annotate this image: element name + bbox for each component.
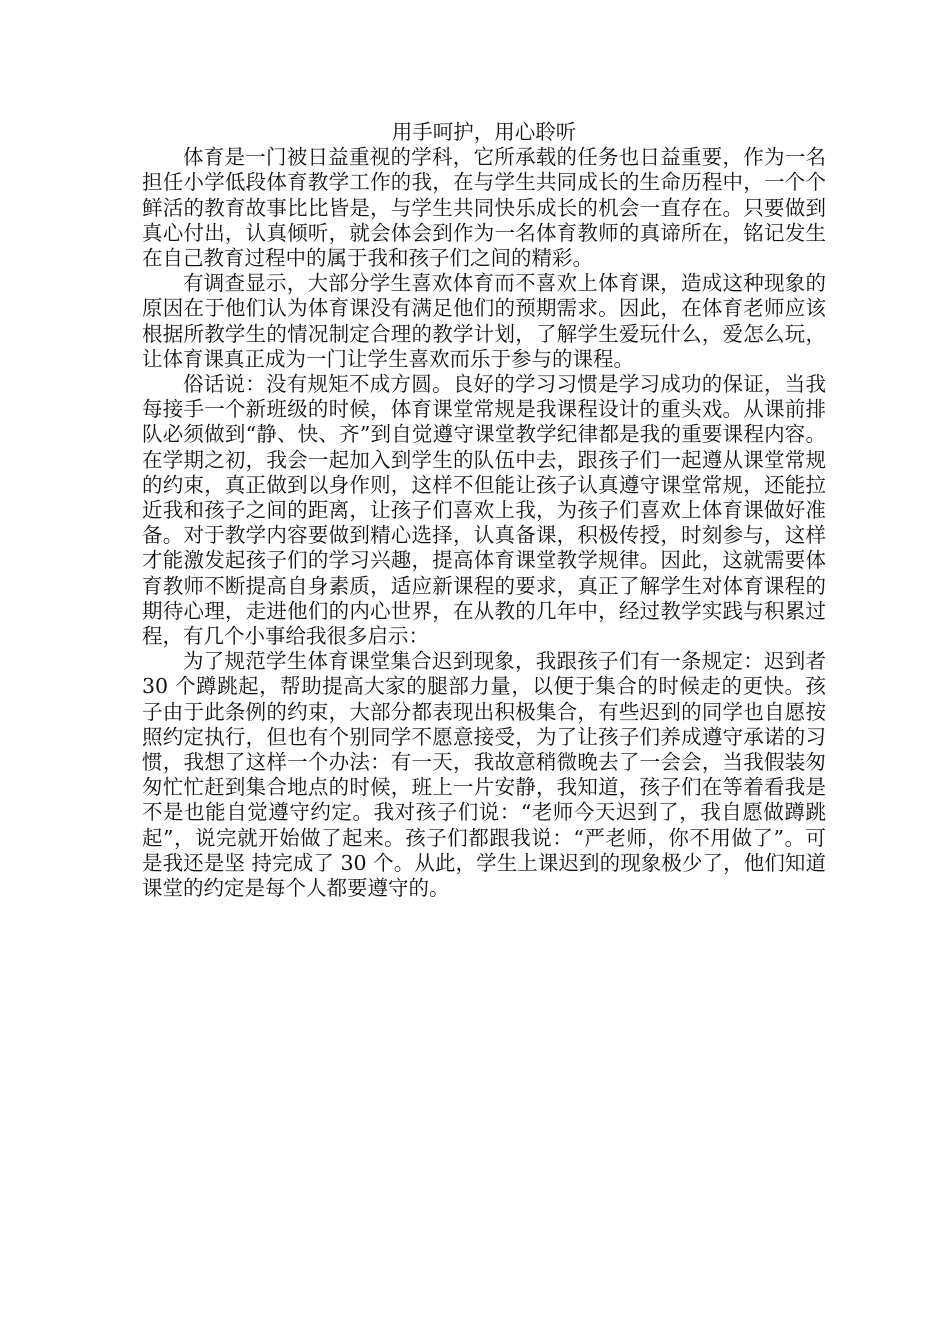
paragraph-lateness-story: 为了规范学生体育课堂集合迟到现象，我跟孩子们有一条规定：迟到者 30 个蹲跳起，帮助提高大家的腿部力量，以便于集合的时候走的更快。孩子由于此条例的约束，大部分都表现出积极集合，有些迟到的同学也自愿按照约定执行，但也有个别同学不愿意接受，为了让孩子们养成遵守承诺的习惯，我想了这样一个办法：有一天，我故意稍微晚去了一会会，当我假装匆匆忙忙赶到集合地点的时候，班上一片安静，我知道，孩子们在等着看我是不是也能自觉遵守约定。我对孩子们说：“老师今天迟到了，我自愿做蹲跳起”，说完就开始做了起来。孩子们都跟我说：“严老师，你不用做了”。可是我还是坚 持完成了 30 个。从此，学生上课迟到的现象极少了，他们知道课堂的约定是每个人都要遵守的。 (142, 649, 826, 901)
document-title: 用手呵护，用心聆听 (391, 120, 577, 144)
paragraph-survey: 有调查显示，大部分学生喜欢体育而不喜欢上体育课，造成这种现象的原因在于他们认为体育课没有满足他们的预期需求。因此，在体育老师应该根据所教学生的情况制定合理的教学计划，了解学生爱玩什么，爱怎么玩，让体育课真正成为一门让学生喜欢而乐于参与的课程。 (142, 271, 826, 371)
paragraph-classroom-rules: 俗话说：没有规矩不成方圆。良好的学习习惯是学习成功的保证，当我每接手一个新班级的时候，体育课堂常规是我课程设计的重头戏。从课前排队必须做到“静、快、齐”到自觉遵守课堂教学纪律都是我的重要课程内容。在学期之初，我会一起加入到学生的队伍中去，跟孩子们一起遵从课堂常规的约束，真正做到以身作则，这样不但能让孩子认真遵守课堂常规，还能拉近我和孩子之间的距离，让孩子们喜欢上我，为孩子们喜欢上体育课做好准备。对于教学内容要做到精心选择，认真备课，积极传授，时刻参与，这样才能激发起孩子们的学习兴趣，提高体育课堂教学规律。因此，这就需要体育教师不断提高自身素质，适应新课程的要求，真正了解学生对体育课程的期待心理，走进他们的内心世界，在从教的几年中，经过教学实践与积累过程，有几个小事给我很多启示： (142, 372, 826, 649)
document-body (142, 120, 826, 901)
paragraph-intro: 体育是一门被日益重视的学科，它所承载的任务也日益重要，作为一名担任小学低段体育教学工作的我，在与学生共同成长的生命历程中，一个个鲜活的教育故事比比皆是，与学生共同快乐成长的机会一直存在。只要做到真心付出，认真倾听，就会体会到作为一名体育教师的真谛所在，铭记发生在自己教育过程中的属于我和孩子们之间的精彩。 (142, 145, 826, 271)
